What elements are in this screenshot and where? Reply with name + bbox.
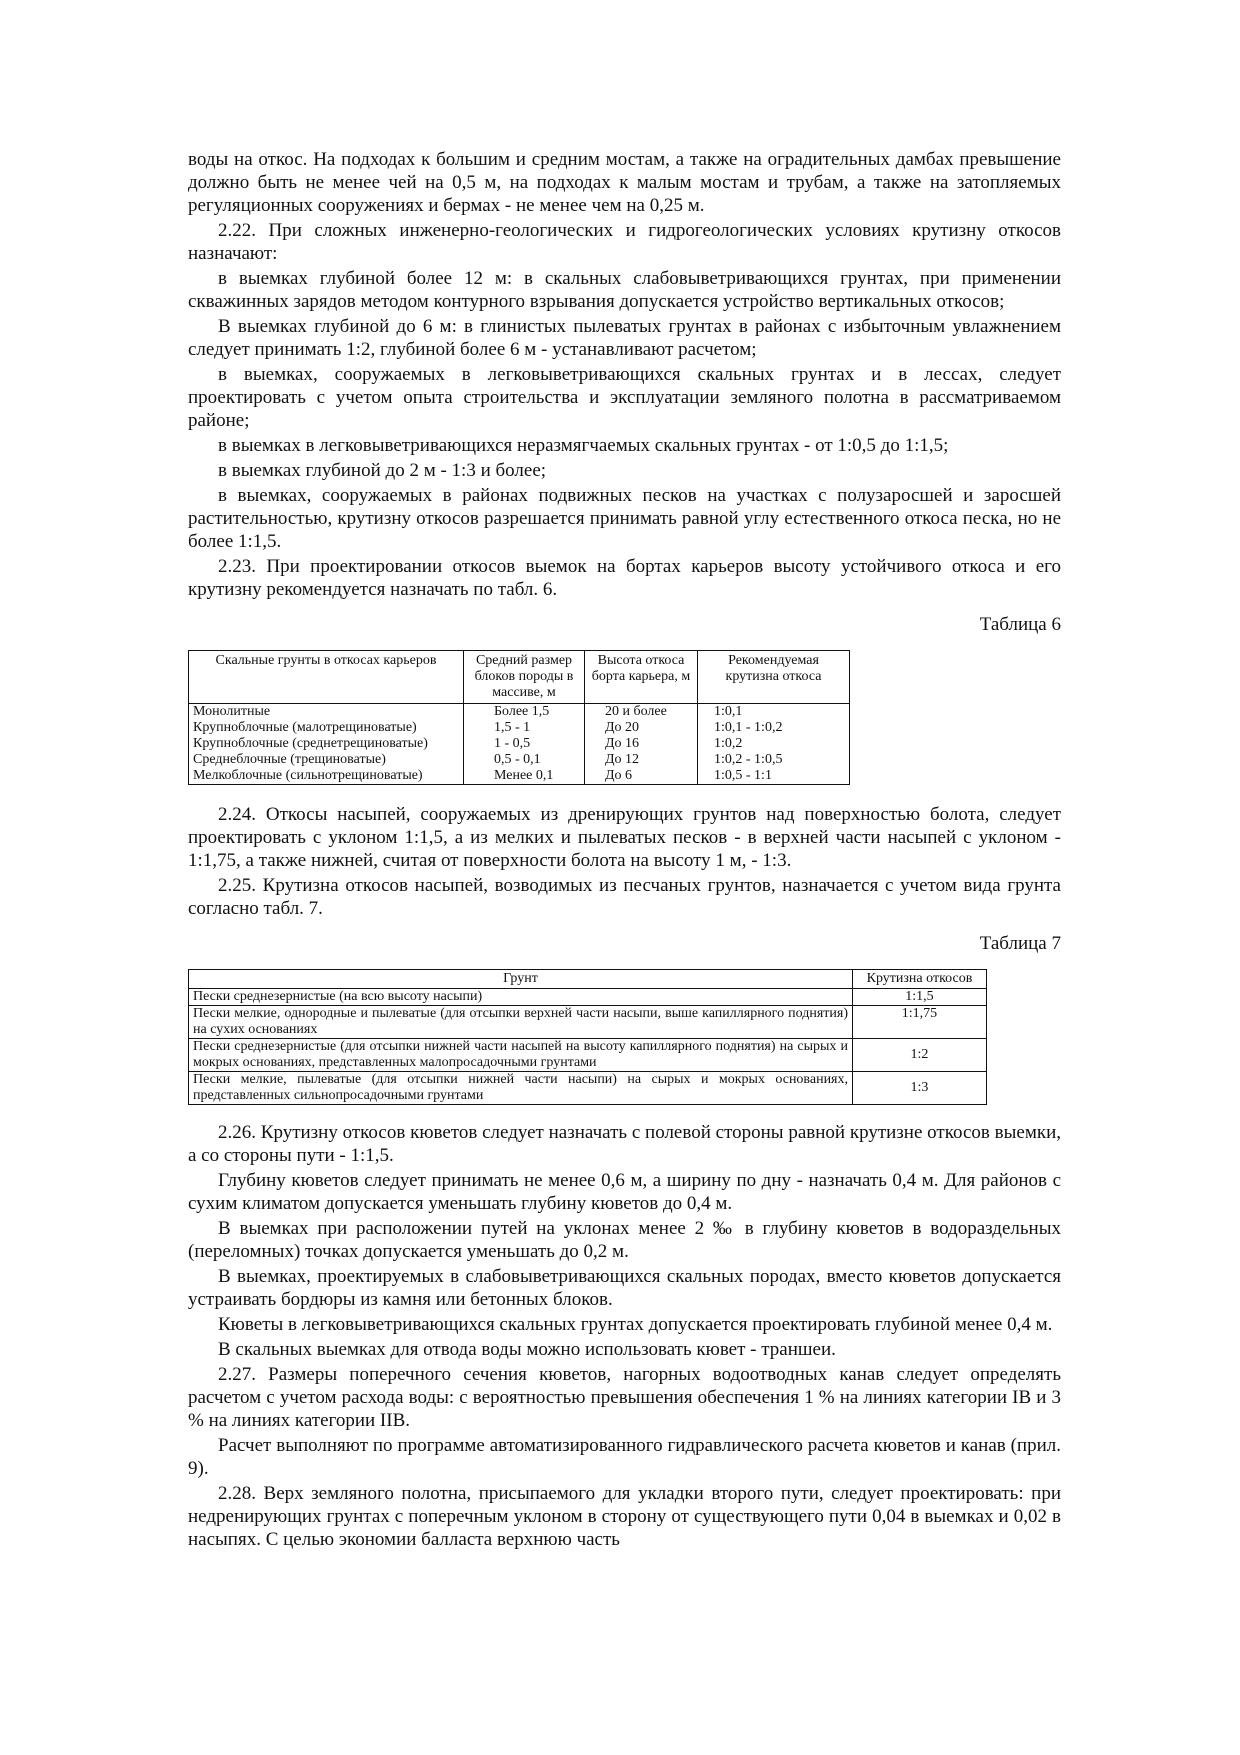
table-6 [188,650,850,785]
paragraph: в выемках глубиной до 2 м - 1:3 и более; [218,460,547,481]
table-cell: 1:0,2 - 1:0,5 [698,752,850,768]
table-cell: До 12 [585,752,698,768]
table-cell: 0,5 - 0,1 [464,752,585,768]
table-cell: 1:0,5 - 1:1 [698,768,850,785]
table-cell: 1:2 [853,1039,987,1072]
table-cell: 1:1,5 [853,989,987,1006]
document-page [188,148,1061,1551]
table-cell: Среднеблочные (трещиноватые) [189,752,464,768]
paragraph: 2.28. Верх земляного полотна, присыпаемого для укладки второго пути, следует проектировать: при недренирующих грунтах с поперечным уклоном в сторону от существующего пути 0,04 в выемках и 0,02 в насыпях. С целью экономии балласта верхнюю часть [188,1483,1061,1550]
table-cell: Мелкоблочные (сильнотрещиноватые) [189,768,464,785]
paragraph: 2.24. Откосы насыпей, сооружаемых из дренирующих грунтов над поверхностью болота, следует проектировать с уклоном 1:1,5, а из мелких и пылеватых песков - в верхней части насыпей с уклоном - 1:1,75, а также нижней, считая от поверхности болота на высоту 1 м, - 1:3. [188,804,1061,871]
table-cell: 1:0,1 [698,704,850,721]
table-row [189,989,987,1006]
table-cell: До 20 [585,720,698,736]
table-cell: 20 и более [585,704,698,721]
paragraph: В скальных выемках для отвода воды можно использовать кювет - траншеи. [218,1339,836,1360]
table-header-cell: Средний размер блоков породы в массиве, м [464,651,585,704]
table-cell: Пески среднезернистые (для отсыпки нижней части насыпей на высоту капиллярного поднятия) на сырых и мокрых основаниях, представленных малопросадочными грунтами [189,1039,853,1072]
table-cell: До 6 [585,768,698,785]
paragraph: 2.25. Крутизна откосов насыпей, возводимых из песчаных грунтов, назначается с учетом вида грунта согласно табл. 7. [188,875,1061,919]
paragraph: В выемках при расположении путей на уклонах менее 2 ‰ в глубину кюветов в водораздельных (переломных) точках допускается уменьшать до 0,2 м. [188,1218,1061,1262]
table-row [189,1072,987,1105]
table-cell: Пески мелкие, пылеватые (для отсыпки нижней части насыпи) на сырых и мокрых основаниях, представленных сильнопросадочными грунтами [189,1072,853,1105]
paragraph: воды на откос. На подходах к большим и средним мостам, а также на оградительных дамбах превышение должно быть не менее чей на 0,5 м, на подходах к малым мостам и трубам, а также на затопляемых регуляционных сооружениях и бермах - не менее чем на 0,25 м. [188,149,1061,216]
table-header-cell: Высота откоса борта карьера, м [585,651,698,704]
table-caption: Таблица 7 [979,933,1061,954]
table-header-cell: Грунт [189,970,853,989]
table-cell: 1:3 [853,1072,987,1105]
paragraph: в выемках в легковыветривающихся неразмягчаемых скальных грунтах - от 1:0,5 до 1:1,5; [218,435,949,456]
table-cell: 1:1,75 [853,1006,987,1039]
table-cell: 1 - 0,5 [464,736,585,752]
paragraph: в выемках, сооружаемых в районах подвижных песков на участках с полузаросшей и заросшей растительностью, крутизну откосов разрешается принимать равной углу естественного откоса песка, но не более 1:1,5. [188,485,1061,552]
paragraph: 2.23. При проектировании откосов выемок на бортах карьеров высоту устойчивого откоса и его крутизну рекомендуется назначать по табл. 6. [188,556,1061,600]
table-row [189,736,850,752]
paragraph: в выемках глубиной более 12 м: в скальных слабовыветривающихся грунтах, при применении скважинных зарядов методом контурного взрывания допускается устройство вертикальных откосов; [188,268,1061,312]
table-cell: 1:0,2 [698,736,850,752]
table-cell: 1:0,1 - 1:0,2 [698,720,850,736]
table-7 [188,969,987,1105]
table-row [189,1039,987,1072]
paragraph: Глубину кюветов следует принимать не менее 0,6 м, а ширину по дну - назначать 0,4 м. Для районов с сухим климатом допускается уменьшать глубину кюветов до 0,4 м. [188,1170,1061,1214]
table-header-cell: Скальные грунты в откосах карьеров [189,651,464,704]
paragraph: 2.26. Крутизну откосов кюветов следует назначать с полевой стороны равной крутизне откосов выемки, а со стороны пути - 1:1,5. [188,1122,1061,1166]
table-row [189,752,850,768]
table-row [189,768,850,785]
paragraph: В выемках глубиной до 6 м: в глинистых пылеватых грунтах в районах с избыточным увлажнением следует принимать 1:2, глубиной более 6 м - устанавливают расчетом; [188,316,1061,360]
table-header-cell: Рекомендуемая крутизна откоса [698,651,850,704]
table-header-cell: Крутизна откосов [853,970,987,989]
table-cell: Монолитные [189,704,464,721]
paragraph: Расчет выполняют по программе автоматизированного гидравлического расчета кюветов и канав (прил. 9). [188,1435,1061,1479]
table-header-row [189,651,850,704]
paragraph: Кюветы в легковыветривающихся скальных грунтах допускается проектировать глубиной менее 0,4 м. [218,1314,1053,1335]
table-cell: Крупноблочные (среднетрещиноватые) [189,736,464,752]
table-header-row [189,970,987,989]
paragraph: 2.27. Размеры поперечного сечения кюветов, нагорных водоотводных канав следует определять расчетом с учетом расхода воды: с вероятностью превышения обеспечения 1 % на линиях категории IВ и 3 % на линиях категории IIВ. [188,1364,1061,1431]
paragraph: В выемках, проектируемых в слабовыветривающихся скальных породах, вместо кюветов допускается устраивать бордюры из камня или бетонных блоков. [188,1266,1061,1310]
table-cell: Менее 0,1 [464,768,585,785]
table-cell: Крупноблочные (малотрещиноватые) [189,720,464,736]
table-cell: До 16 [585,736,698,752]
table-cell: Пески среднезернистые (на всю высоту насыпи) [189,989,853,1006]
table-caption: Таблица 6 [979,614,1061,635]
table-cell: Пески мелкие, однородные и пылеватые (для отсыпки верхней части насыпи, выше капиллярного поднятия) на сухих основаниях [189,1006,853,1039]
table-cell: 1,5 - 1 [464,720,585,736]
table-cell: Более 1,5 [464,704,585,721]
table-row [189,720,850,736]
table-row [189,704,850,721]
paragraph: в выемках, сооружаемых в легковыветривающихся скальных грунтах и в лессах, следует проектировать с учетом опыта строительства и эксплуатации земляного полотна в рассматриваемом районе; [188,364,1061,431]
table-row [189,1006,987,1039]
paragraph: 2.22. При сложных инженерно-геологических и гидрогеологических условиях крутизну откосов назначают: [188,220,1061,264]
